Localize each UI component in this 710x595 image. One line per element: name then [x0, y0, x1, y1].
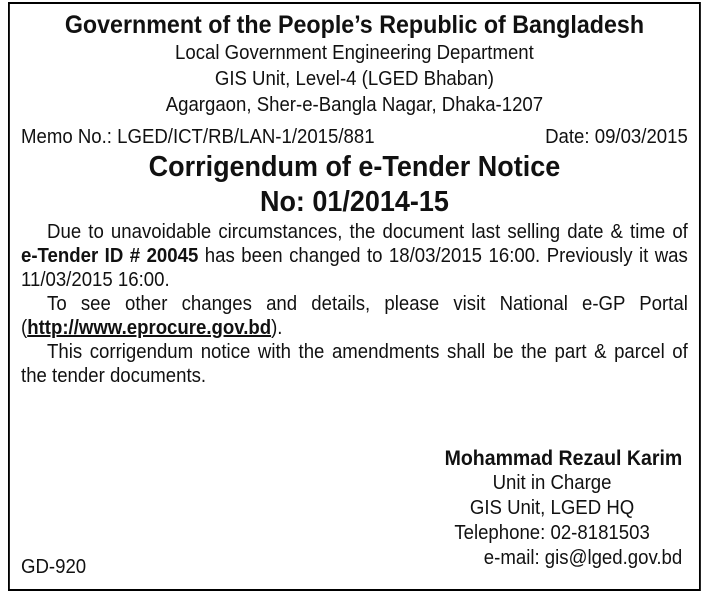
paragraph-3: This corrigendum notice with the amendments shall be the part & parcel of the tender documents.	[21, 341, 688, 387]
tender-id: e-Tender ID # 20045	[21, 245, 199, 267]
government-title: Government of the People’s Republic of Bangladesh	[64, 11, 645, 39]
paragraph-2-text-b: ).	[271, 317, 283, 339]
department-name: Local Government Engineering Department	[175, 42, 534, 64]
signature-block	[422, 446, 682, 571]
notice-number: No: 01/2014-15	[259, 186, 449, 218]
gd-code: GD-920	[21, 556, 87, 578]
signatory-name: Mohammad Rezaul Karim	[444, 447, 683, 470]
signatory-phone: Telephone: 02-8181503	[454, 522, 650, 544]
signatory-email: e-mail: gis@lged.gov.bd	[483, 547, 683, 569]
signatory-role: Unit in Charge	[492, 472, 612, 494]
paragraph-1	[21, 220, 688, 292]
paragraph-1-text-a: Due to unavoidable circumstances, the document last selling date & time of	[47, 221, 688, 243]
unit-name: GIS Unit, Level-4 (LGED Bhaban)	[214, 68, 494, 90]
signatory-office: GIS Unit, LGED HQ	[469, 497, 635, 519]
memo-line	[21, 124, 688, 150]
memo-number: Memo No.: LGED/ICT/RB/LAN-1/2015/881	[21, 126, 375, 148]
memo-date: Date: 09/03/2015	[545, 126, 688, 148]
address: Agargaon, Sher-e-Bangla Nagar, Dhaka-1207	[165, 94, 544, 116]
paragraph-2-text-a: To see other changes and details, please visit National e-GP Portal (	[21, 293, 688, 339]
tender-notice	[8, 2, 701, 591]
portal-link[interactable]: http://www.eprocure.gov.bd	[27, 317, 272, 339]
paragraph-1-text-b: has been changed to 18/03/2015 16:00. Previously it was 11/03/2015 16:00.	[21, 245, 688, 291]
notice-title: Corrigendum of e-Tender Notice	[148, 151, 561, 183]
paragraph-2	[21, 292, 688, 340]
